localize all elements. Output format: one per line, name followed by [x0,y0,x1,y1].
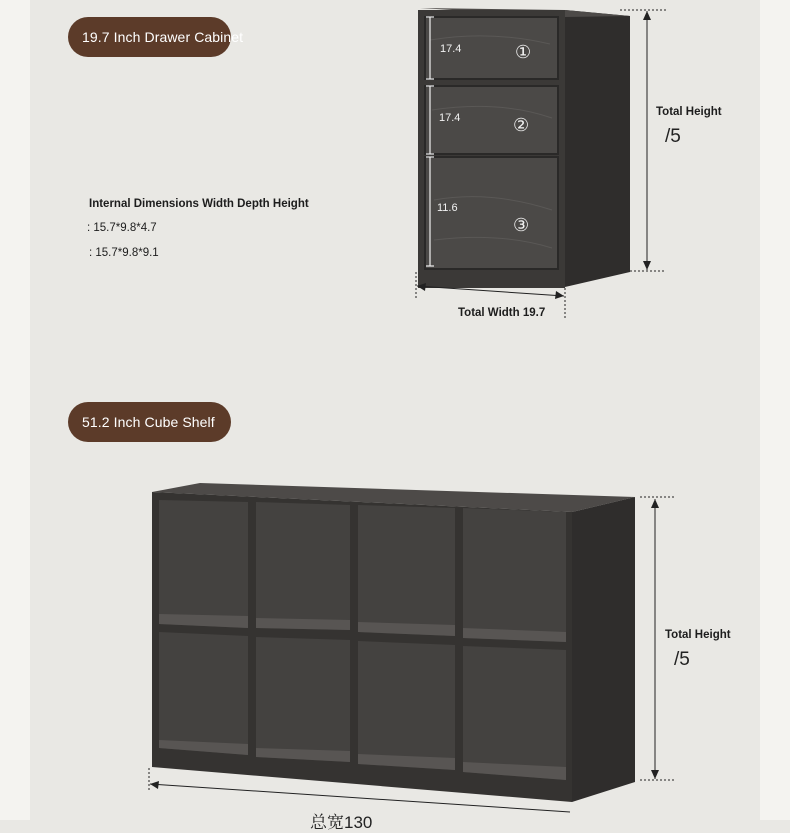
drawer-1-height-label: 17.4 [440,43,462,55]
cube-5 [159,632,248,755]
cube-1 [159,500,248,628]
drawer-1-number-icon: ① [515,42,532,62]
drawer-2-height-label: 17.4 [439,112,461,124]
cube-3 [358,505,455,636]
drawer-3-number-icon: ③ [513,215,530,235]
shelf-title-text: 51.2 Inch Cube Shelf [82,414,215,430]
cube-7 [358,641,455,770]
shelf-total-height-value: /5 [674,649,690,670]
shelf-total-width-label: 总宽130 [310,813,373,832]
cabinet-total-width-label: Total Width 19.7 [458,307,546,319]
internal-dimensions-row-2: : 15.7*9.8*9.1 [89,247,159,259]
cube-4 [463,508,566,642]
drawer-2-number-icon: ② [513,115,530,135]
cube-6 [256,637,350,762]
cabinet-total-height-label: Total Height [656,106,722,118]
cabinet-title-text: 19.7 Inch Drawer Cabinet [82,29,244,45]
cabinet-total-height-value: /5 [665,126,681,147]
internal-dimensions-title: Internal Dimensions Width Depth Height [89,198,309,210]
cube-8 [463,646,566,780]
internal-dimensions-row-1: : 15.7*9.8*4.7 [87,222,157,234]
shelf-total-height-label: Total Height [665,629,731,641]
shelf-side-panel [572,497,635,802]
cube-2 [256,502,350,630]
drawer-3-height-label: 11.6 [437,202,458,214]
